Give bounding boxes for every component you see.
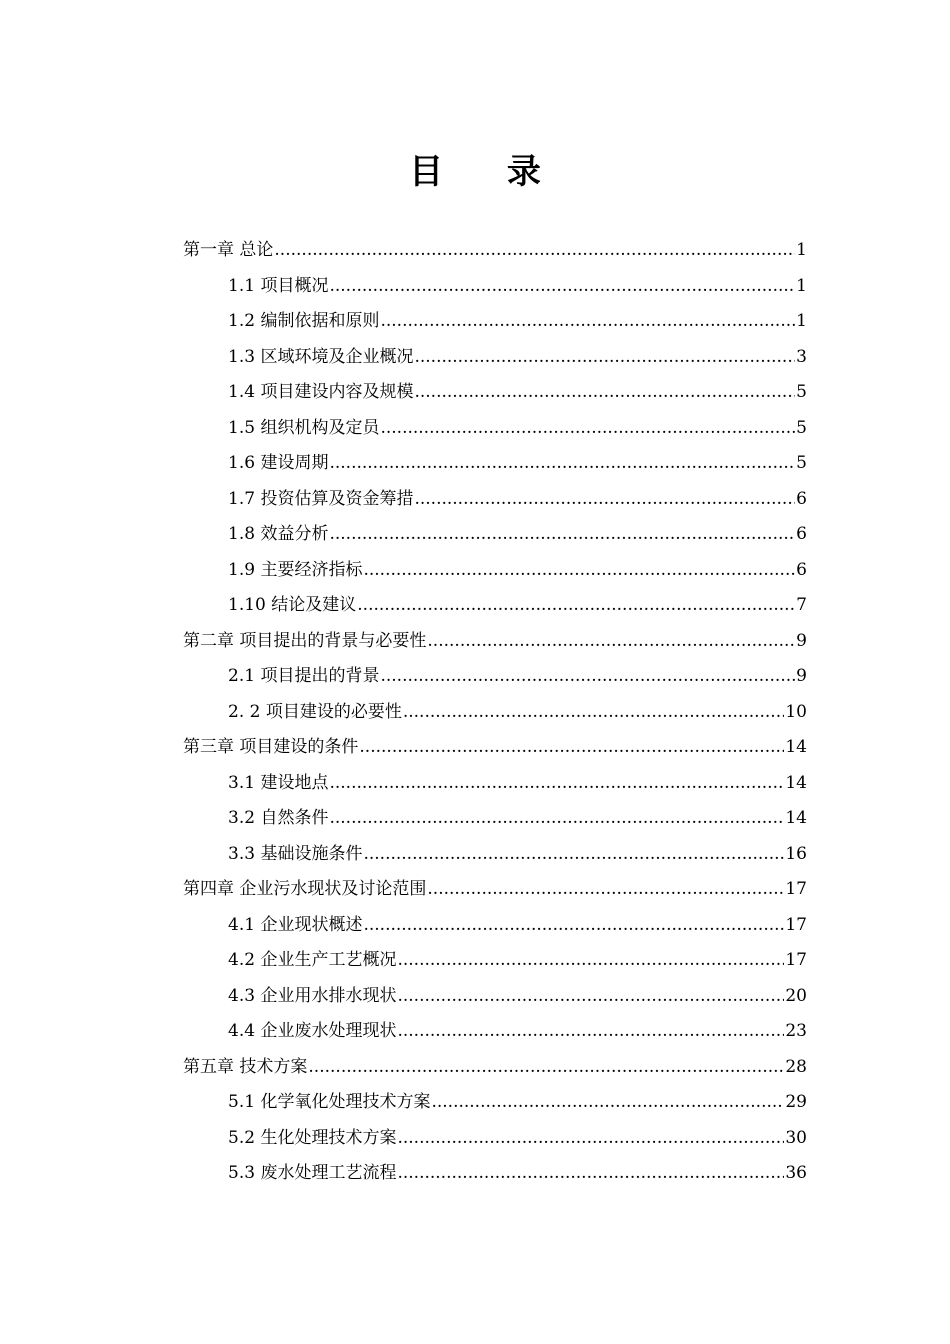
toc-section-entry[interactable] [228, 659, 807, 693]
toc-section-entry[interactable] [228, 695, 807, 729]
toc-entry-label: 2.1 项目提出的背景 [228, 666, 380, 686]
toc-page-number: 1 [796, 275, 807, 296]
toc-section-entry[interactable] [228, 979, 807, 1013]
toc-page-number: 10 [785, 701, 807, 722]
toc-dot-leader [414, 482, 795, 516]
toc-page-number: 28 [785, 1056, 807, 1077]
toc-dot-leader [403, 695, 785, 729]
toc-section-entry[interactable] [228, 269, 807, 303]
toc-dot-leader [397, 979, 784, 1013]
toc-dot-leader [380, 411, 795, 445]
toc-dot-leader [329, 517, 795, 551]
toc-entry-label: 5.1 化学氧化处理技术方案 [228, 1092, 431, 1112]
toc-section-entry[interactable] [228, 304, 807, 338]
toc-dot-leader [431, 1085, 784, 1119]
toc-entry-label: 3.1 建设地点 [228, 772, 329, 793]
toc-entry-label: 5.3 废水处理工艺流程 [228, 1163, 397, 1183]
toc-entry-label: 1.2 编制依据和原则 [228, 311, 380, 331]
toc-page-number: 30 [785, 1127, 807, 1148]
toc-page-number: 14 [785, 808, 807, 828]
toc-entry-label: 1.8 效益分析 [228, 524, 329, 544]
toc-page-number: 9 [796, 666, 807, 686]
toc-page-number: 9 [796, 630, 807, 651]
toc-dot-leader [427, 624, 795, 658]
toc-page-number: 6 [796, 488, 807, 509]
toc-section-entry[interactable] [228, 553, 807, 587]
toc-entry-label: 4.3 企业用水排水现状 [228, 985, 397, 1006]
toc-section-entry[interactable] [228, 375, 807, 409]
toc-entry-label: 第二章 项目提出的背景与必要性 [183, 630, 427, 651]
toc-entry-label: 3.2 自然条件 [228, 808, 329, 828]
toc-dot-leader [380, 304, 795, 338]
toc-entry-label: 4.1 企业现状概述 [228, 914, 363, 935]
toc-page-number: 7 [796, 595, 807, 615]
toc-page-number: 6 [796, 524, 807, 544]
toc-page-number: 23 [785, 1021, 807, 1041]
toc-dot-leader [397, 1014, 784, 1048]
toc-dot-leader [380, 659, 795, 693]
toc-entry-label: 1.10 结论及建议 [228, 595, 357, 615]
toc-dot-leader [397, 1156, 784, 1190]
toc-page-number: 1 [796, 311, 807, 331]
toc-entry-label: 第三章 项目建设的条件 [183, 737, 359, 757]
toc-page-number: 29 [785, 1092, 807, 1112]
toc-dot-leader [427, 872, 784, 906]
toc-dot-leader [363, 553, 795, 587]
toc-entry-label: 1.1 项目概况 [228, 275, 329, 296]
toc-dot-leader [274, 233, 795, 267]
toc-dot-leader [357, 588, 795, 622]
toc-dot-leader [397, 943, 784, 977]
toc-section-entry[interactable] [228, 1156, 807, 1190]
toc-entry-label: 4.2 企业生产工艺概况 [228, 950, 397, 970]
toc-section-entry[interactable] [228, 411, 807, 445]
toc-entry-label: 第四章 企业污水现状及讨论范围 [183, 879, 427, 899]
toc-entry-label: 1.3 区域环境及企业概况 [228, 346, 414, 367]
toc-entry-label: 1.6 建设周期 [228, 453, 329, 473]
toc-section-entry[interactable] [228, 1014, 807, 1048]
toc-dot-leader [397, 1121, 784, 1155]
toc-entry-label: 1.9 主要经济指标 [228, 559, 363, 580]
toc-chapter-entry[interactable] [183, 872, 807, 906]
toc-section-entry[interactable] [228, 837, 807, 871]
toc-section-entry[interactable] [228, 588, 807, 622]
toc-section-entry[interactable] [228, 766, 807, 800]
toc-page-number: 14 [785, 772, 807, 793]
toc-page-number: 5 [796, 382, 807, 402]
toc-entry-label: 4.4 企业废水处理现状 [228, 1021, 397, 1041]
toc-entry-label: 第五章 技术方案 [183, 1056, 308, 1077]
toc-dot-leader [414, 340, 795, 374]
toc-chapter-entry[interactable] [183, 624, 807, 658]
toc-page-number: 36 [785, 1163, 807, 1183]
toc-entry-label: 1.7 投资估算及资金筹措 [228, 488, 414, 509]
toc-chapter-entry[interactable] [183, 730, 807, 764]
toc-page-number: 3 [796, 346, 807, 367]
toc-page-number: 14 [785, 737, 807, 757]
toc-section-entry[interactable] [228, 908, 807, 942]
toc-dot-leader [359, 730, 784, 764]
toc-dot-leader [329, 446, 795, 480]
toc-dot-leader [329, 766, 784, 800]
toc-page-number: 17 [785, 950, 807, 970]
toc-dot-leader [414, 375, 795, 409]
toc-section-entry[interactable] [228, 482, 807, 516]
toc-page-number: 6 [796, 559, 807, 580]
toc-entry-label: 第一章 总论 [183, 240, 274, 260]
toc-chapter-entry[interactable] [183, 1050, 807, 1084]
toc-entry-label: 1.4 项目建设内容及规模 [228, 382, 414, 402]
toc-dot-leader [329, 801, 784, 835]
toc-dot-leader [329, 269, 795, 303]
toc-dot-leader [363, 837, 784, 871]
toc-section-entry[interactable] [228, 801, 807, 835]
toc-page-number: 17 [785, 879, 807, 899]
page-title: 目 录 [409, 152, 567, 192]
toc-chapter-entry[interactable] [183, 233, 807, 267]
toc-entry-label: 5.2 生化处理技术方案 [228, 1127, 397, 1148]
toc-section-entry[interactable] [228, 1121, 807, 1155]
toc-section-entry[interactable] [228, 517, 807, 551]
toc-section-entry[interactable] [228, 1085, 807, 1119]
toc-dot-leader [308, 1050, 784, 1084]
toc-section-entry[interactable] [228, 446, 807, 480]
toc-entry-label: 1.5 组织机构及定员 [228, 417, 380, 438]
toc-page-number: 17 [785, 914, 807, 935]
toc-section-entry[interactable] [228, 943, 807, 977]
toc-entry-label: 2. 2 项目建设的必要性 [228, 701, 402, 722]
toc-entry-label: 3.3 基础设施条件 [228, 843, 363, 864]
toc-section-entry[interactable] [228, 340, 807, 374]
toc-page-number: 5 [796, 453, 807, 473]
toc-page-number: 16 [785, 843, 807, 864]
toc-page-number: 1 [796, 240, 807, 260]
toc-dot-leader [363, 908, 784, 942]
toc-page-number: 5 [796, 417, 807, 438]
toc-page-number: 20 [785, 985, 807, 1006]
